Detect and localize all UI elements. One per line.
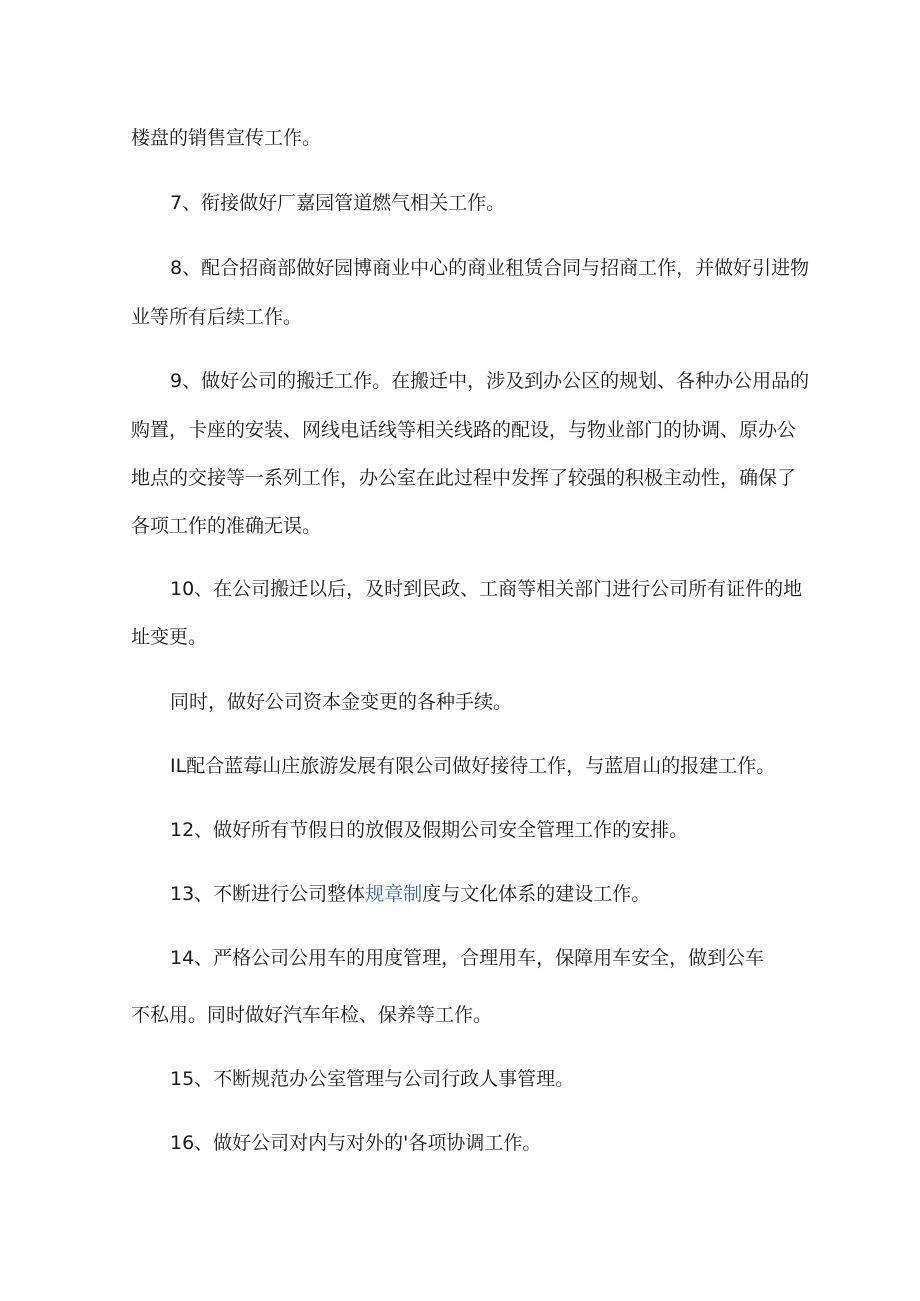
text-line-10: 址变更。 (131, 626, 208, 648)
text-line-3: 8、配合招商部做好园博商业中心的商业租赁合同与招商工作，并做好引进物 (170, 257, 810, 279)
text-line-14-end: 度与文化体系的建设工作。 (422, 883, 651, 905)
text-line-9: 10、在公司搬迁以后，及时到民政、工商等相关部门进行公司所有证件的地 (170, 578, 803, 600)
text-line-14-start: 13、不断进行公司整体 (170, 883, 366, 905)
regulation-link[interactable]: 规章制 (365, 883, 423, 905)
text-line-8: 各项工作的准确无误。 (131, 515, 322, 537)
text-line-7: 地点的交接等一系列工作，办公室在此过程中发挥了较强的积极主动性，确保了 (131, 467, 797, 489)
text-line-11: 同时，做好公司资本金变更的各种手续。 (170, 691, 513, 713)
text-line-14 (170, 881, 650, 907)
text-line-12: IL配合蓝莓山庄旅游发展有限公司做好接待工作，与蓝眉山的报建工作。 (170, 755, 776, 777)
text-line-6: 购置，卡座的安装、网线电话线等相关线路的配设，与物业部门的协调、原办公 (131, 419, 797, 441)
text-line-17: 15、不断规范办公室管理与公司行政人事管理。 (170, 1068, 575, 1090)
text-line-13: 12、做好所有节假日的放假及假期公司安全管理工作的安排。 (170, 819, 689, 841)
text-line-16: 不私用。同时做好汽车年检、保养等工作。 (131, 1004, 493, 1026)
text-line-18: 16、做好公司对内与对外的'各项协调工作。 (170, 1132, 542, 1154)
text-line-5: 9、做好公司的搬迁工作。在搬迁中，涉及到办公区的规划、各种办公用品的 (170, 370, 810, 392)
text-line-15: 14、严格公司公用车的用度管理，合理用车，保障用车安全，做到公车 (170, 947, 765, 969)
text-line-4: 业等所有后续工作。 (131, 306, 303, 328)
text-line-2: 7、衔接做好厂嘉园管道燃气相关工作。 (170, 192, 506, 214)
text-line-1: 楼盘的销售宣传工作。 (131, 127, 322, 149)
